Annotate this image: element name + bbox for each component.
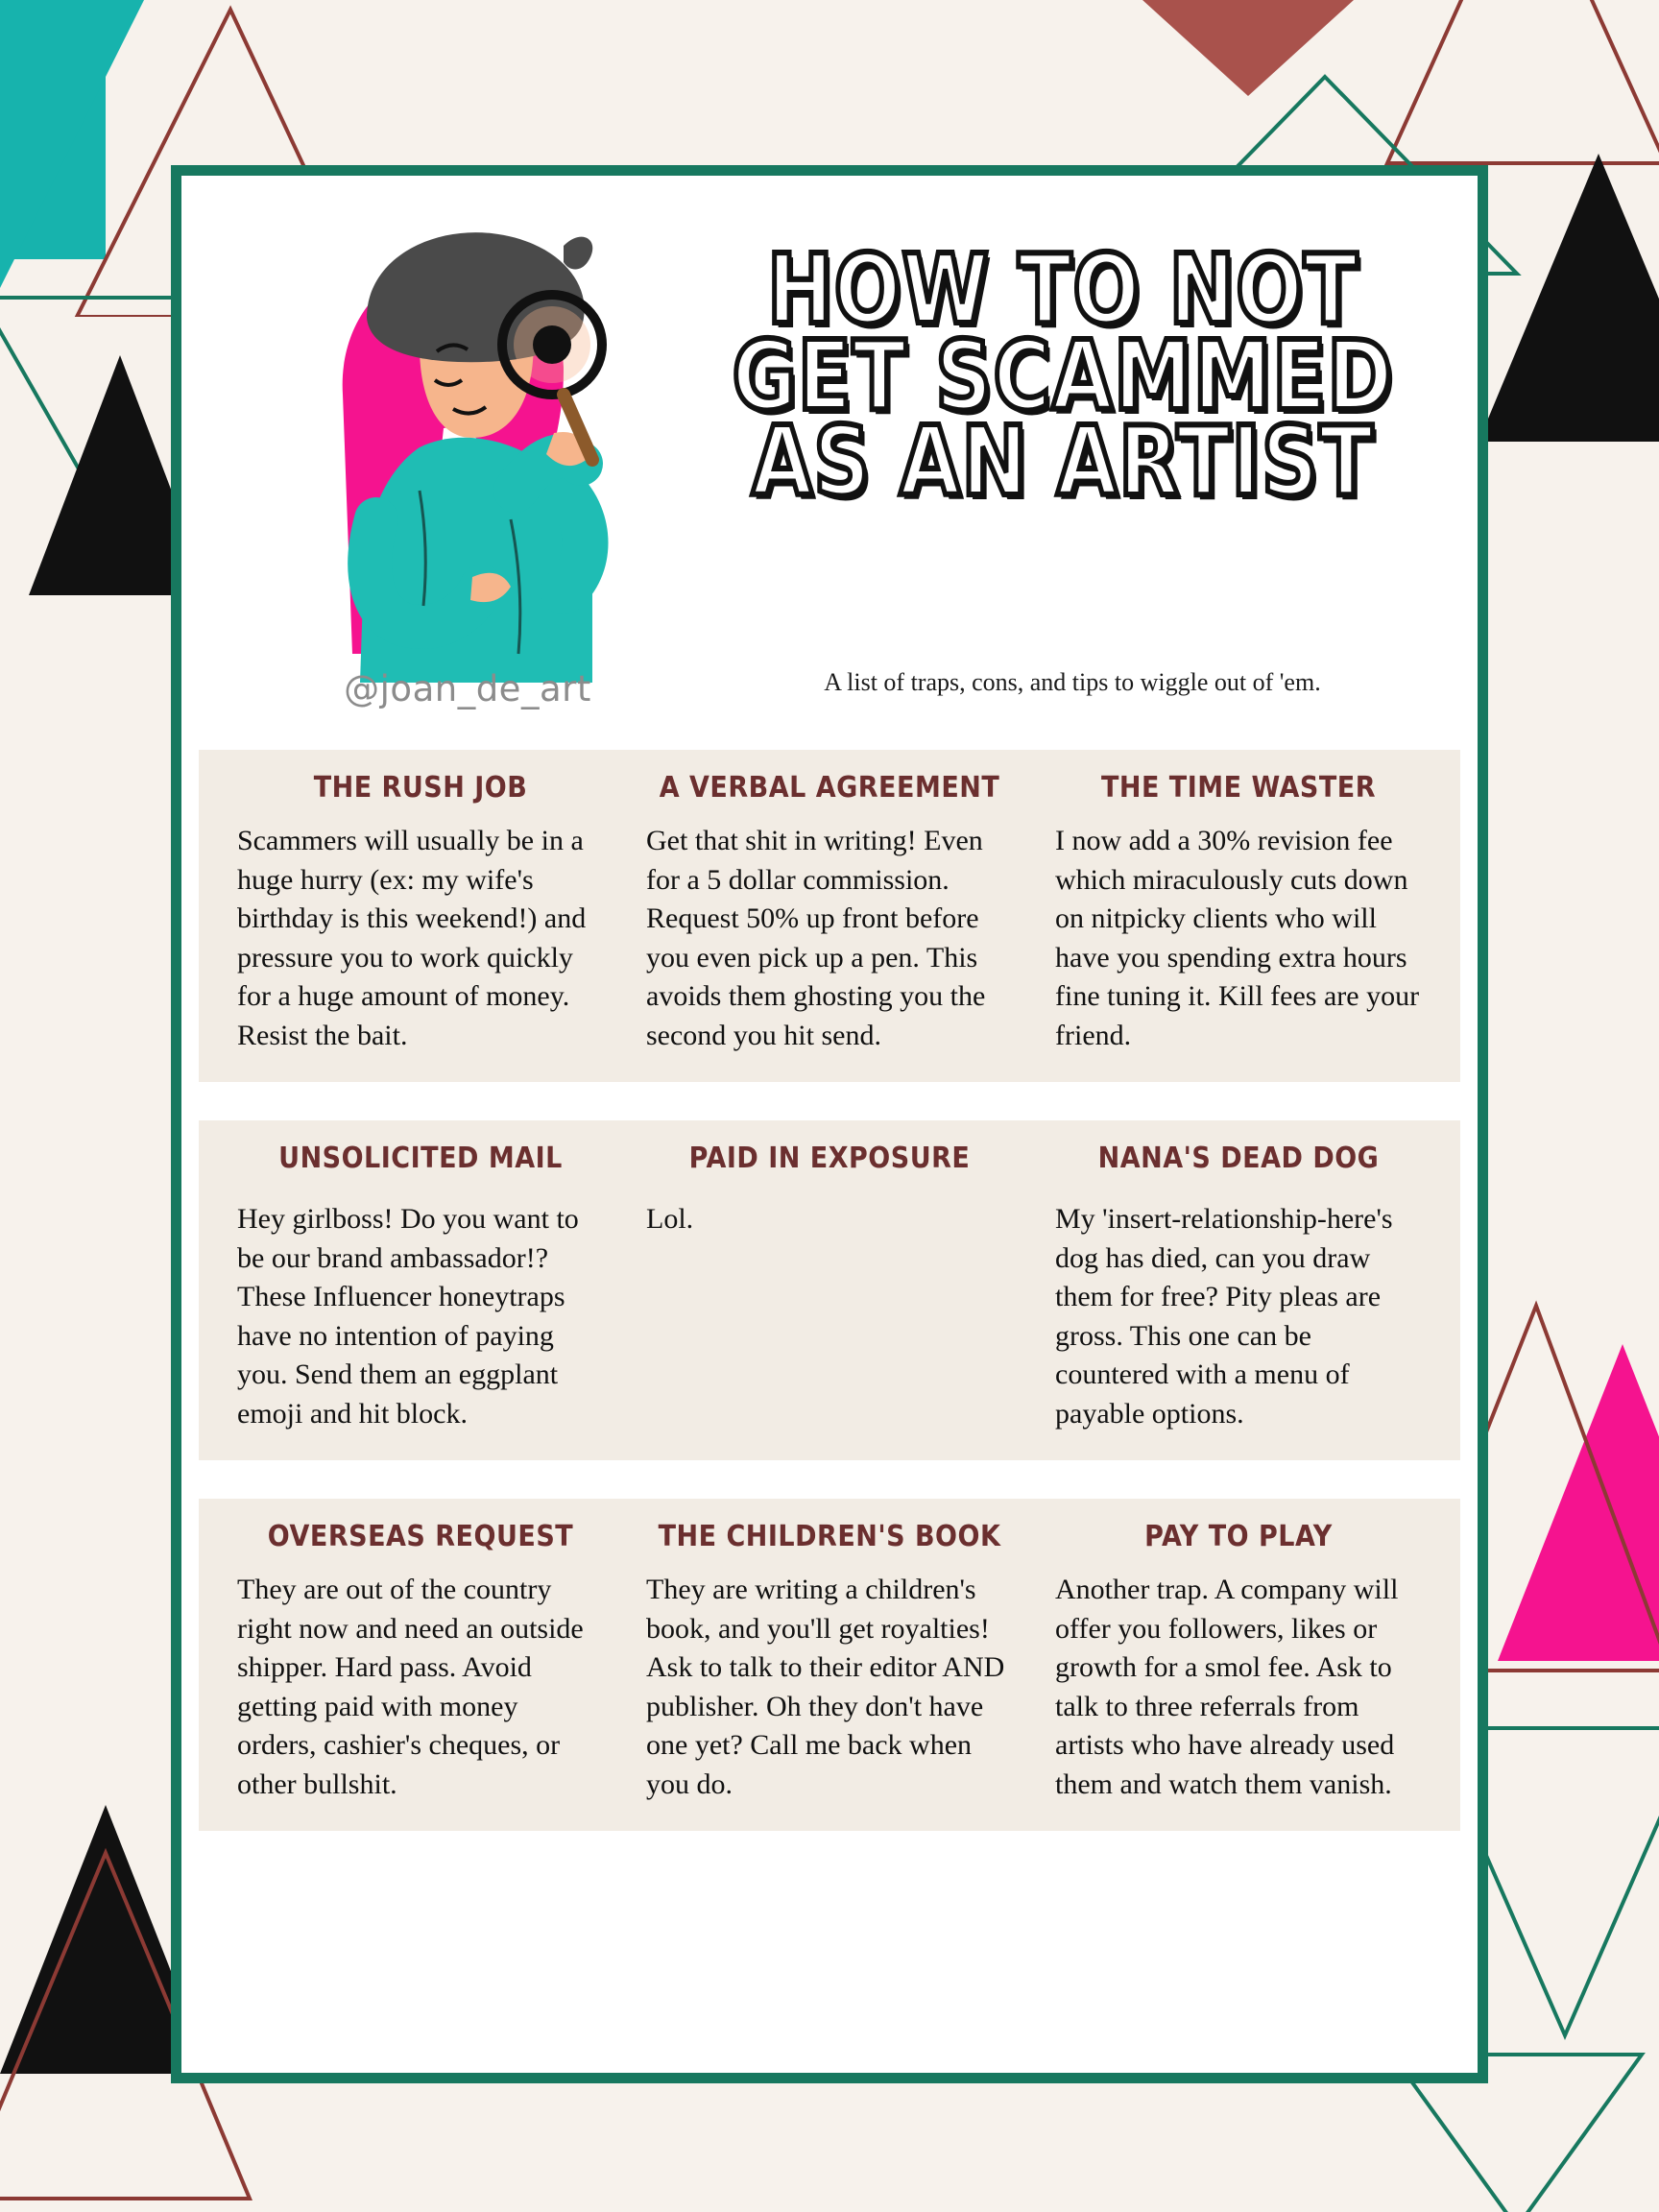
artist-handle: @joan_de_art bbox=[344, 668, 591, 709]
artist-illustration bbox=[276, 203, 679, 711]
tip-body: Lol. bbox=[646, 1203, 694, 1235]
tip-card bbox=[1034, 771, 1443, 1055]
tip-card bbox=[216, 1520, 625, 1804]
tip-title: THE TIME WASTER bbox=[1100, 771, 1377, 805]
poster-card bbox=[171, 165, 1488, 2083]
tips-row bbox=[199, 1499, 1460, 1831]
poster-header bbox=[199, 193, 1460, 764]
tip-title: OVERSEAS REQUEST bbox=[267, 1520, 574, 1553]
tip-body: Get that shit in writing! Even for a 5 dollar commission. Request 50% up front before you even pick up a pen. This avoids them ghosting you the second you hit send. bbox=[646, 825, 986, 1051]
tip-title: PAID IN EXPOSURE bbox=[688, 1142, 971, 1175]
tip-card bbox=[216, 1142, 625, 1433]
poster-title bbox=[679, 234, 1447, 518]
poster-subtitle: A list of traps, cons, and tips to wiggle out of 'em. bbox=[824, 668, 1321, 696]
black-triangle-right bbox=[1479, 154, 1659, 442]
tip-body: Hey girlboss! Do you want to be our brand ambassador!? These Influencer honeytraps have no intention of paying you. Send them an eggplant emoji and hit block. bbox=[237, 1203, 579, 1430]
tip-title: A VERBAL AGREEMENT bbox=[659, 771, 1000, 805]
tip-card bbox=[1034, 1142, 1443, 1433]
title-line-3: AS AN ARTIST bbox=[751, 406, 1375, 518]
tips-grid bbox=[199, 750, 1460, 1869]
tips-row bbox=[199, 750, 1460, 1082]
tip-body: My 'insert-relationship-here's dog has died, can you draw them for free? Pity pleas are gross. This one can be countered with a menu of payable options. bbox=[1055, 1203, 1393, 1430]
title-line-1: HOW TO NOT bbox=[767, 234, 1358, 347]
tip-body: They are out of the country right now and need an outside shipper. Hard pass. Avoid getting paid with money orders, cashier's cheques, or other bullshit. bbox=[237, 1574, 584, 1800]
tip-card bbox=[216, 771, 625, 1055]
tip-body: Another trap. A company will offer you followers, likes or growth for a smol fee. Ask to talk to three referrals from artists who have already used them and watch them vanish. bbox=[1055, 1574, 1399, 1800]
tips-row bbox=[199, 1120, 1460, 1460]
tip-body: Scammers will usually be in a huge hurry (ex: my wife's birthday is this weekend!) and pressure you to work quickly for a huge amount of money. Resist the bait. bbox=[237, 825, 587, 1051]
title-line-2: GET SCAMMED bbox=[732, 321, 1394, 433]
tip-title: THE RUSH JOB bbox=[313, 771, 528, 805]
tip-title: NANA'S DEAD DOG bbox=[1097, 1142, 1380, 1175]
tip-card bbox=[625, 1142, 1034, 1433]
tip-title: THE CHILDREN'S BOOK bbox=[658, 1520, 1001, 1553]
tip-body: I now add a 30% revision fee which miraculously cuts down on nitpicky clients who will have you spending extra hours fine tuning it. Kill fees are your friend. bbox=[1055, 825, 1420, 1051]
tip-card bbox=[625, 771, 1034, 1055]
tip-title: PAY TO PLAY bbox=[1144, 1520, 1333, 1553]
tip-title: UNSOLICITED MAIL bbox=[278, 1142, 563, 1175]
tip-card bbox=[625, 1520, 1034, 1804]
tip-body: They are writing a children's book, and you'll get royalties! Ask to talk to their editor AND publisher. Oh they don't have one yet? Call me back when you do. bbox=[646, 1574, 1005, 1800]
tip-card bbox=[1034, 1520, 1443, 1804]
